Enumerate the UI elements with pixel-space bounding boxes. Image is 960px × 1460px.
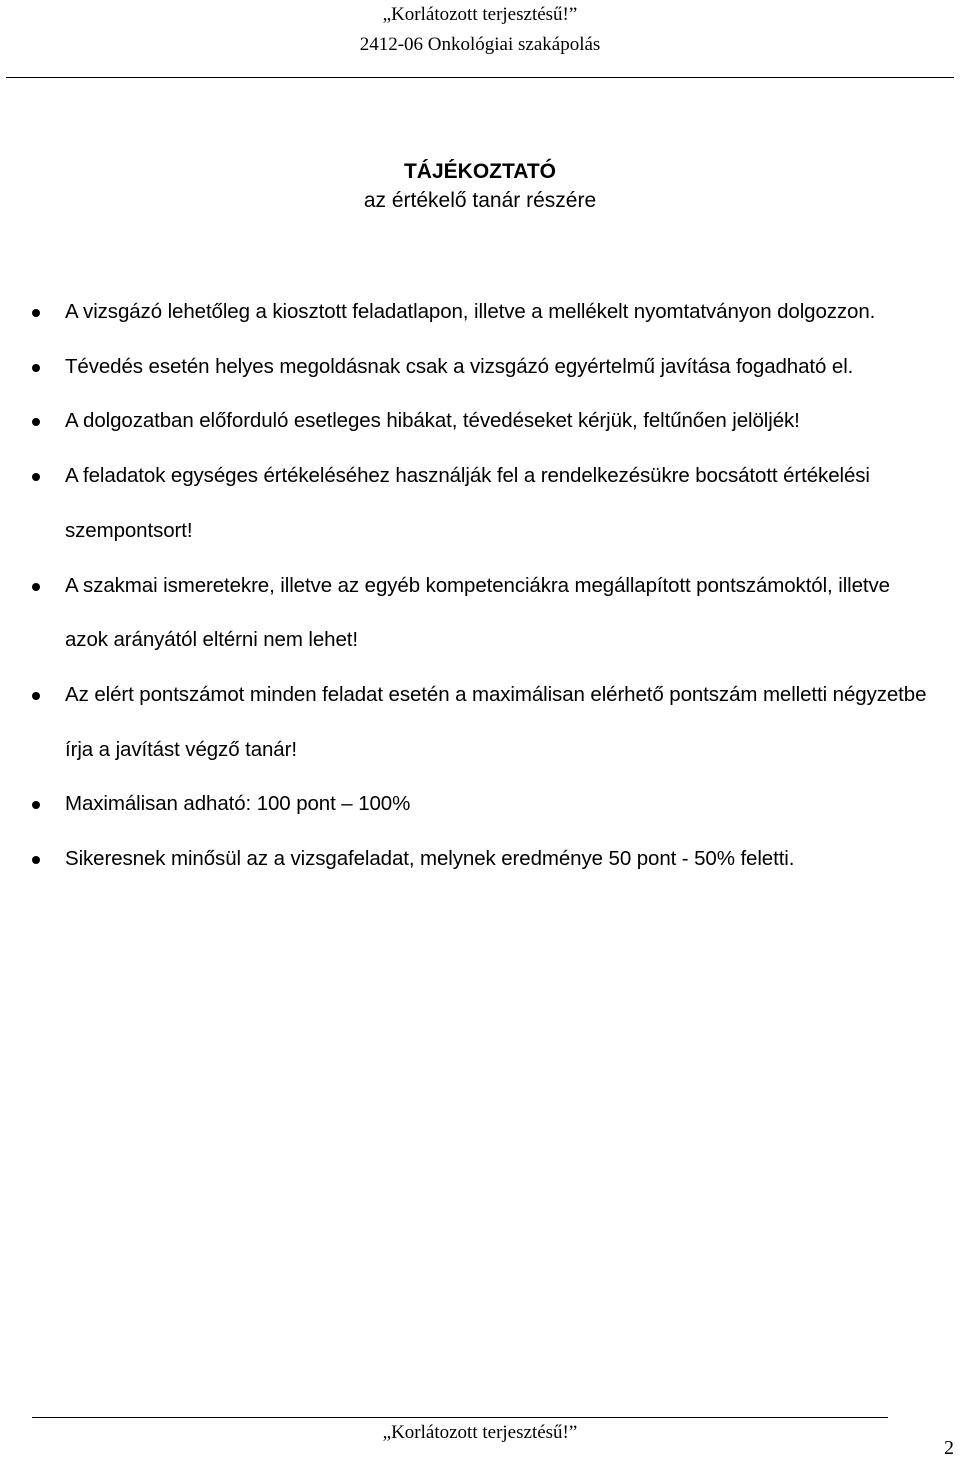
- list-item: [0, 668, 960, 777]
- bullet-icon: [32, 692, 40, 700]
- instruction-list: [0, 285, 960, 887]
- bullet-icon: [32, 309, 40, 317]
- page-header: [0, 0, 960, 80]
- page-footer: [0, 1400, 960, 1460]
- list-item: [0, 832, 960, 887]
- page-subtitle: az értékelő tanár részére: [363, 189, 597, 212]
- list-item: [0, 285, 960, 340]
- list-item-text: Sikeresnek minősül az a vizsgafeladat, melynek eredménye 50 pont - 50% feletti.: [65, 847, 795, 871]
- bullet-icon: [32, 801, 40, 809]
- bullet-icon: [32, 364, 40, 372]
- bullet-icon: [32, 473, 40, 481]
- list-item: [0, 449, 960, 558]
- header-restriction-notice: „Korlátozott terjesztésű!”: [382, 4, 578, 25]
- page-title: TÁJÉKOZTATÓ: [403, 160, 557, 183]
- list-item: [0, 559, 960, 668]
- list-item-text: A feladatok egységes értékeléséhez használják fel a rendelkezésükre bocsátott értékelési szempontsort!: [65, 464, 870, 542]
- list-item: [0, 777, 960, 832]
- bullet-icon: [32, 583, 40, 591]
- list-item-text: A vizsgázó lehetőleg a kiosztott feladatlapon, illetve a mellékelt nyomtatványon dolgozzon.: [65, 300, 876, 323]
- list-item-text: Tévedés esetén helyes megoldásnak csak a vizsgázó egyértelmű javítása fogadható el.: [65, 354, 854, 378]
- page-number: 2: [944, 1437, 954, 1459]
- list-item: [0, 340, 960, 395]
- list-item-text: A szakmai ismeretekre, illetve az egyéb kompetenciákra megállapított pontszámoktól, illetve azok arányától eltérni nem lehet!: [65, 573, 890, 652]
- bullet-icon: [32, 856, 40, 864]
- list-item: [0, 394, 960, 449]
- footer-restriction-notice: „Korlátozott terjesztésű!”: [382, 1422, 578, 1443]
- list-item-text: Az elért pontszámot minden feladat esetén a maximálisan elérhető pontszám melletti négyzetbe írja a javítást végző tanár!: [65, 682, 927, 761]
- header-module-title: 2412-06 Onkológiai szakápolás: [359, 34, 601, 55]
- bullet-icon: [32, 418, 40, 426]
- title-block: [0, 158, 960, 215]
- list-item-text: Maximálisan adható: 100 pont – 100%: [65, 792, 411, 816]
- list-item-text: A dolgozatban előforduló esetleges hibákat, tévedéseket kérjük, feltűnően jelöljék!: [65, 409, 800, 433]
- footer-divider: [32, 1417, 888, 1418]
- header-divider: [6, 77, 954, 78]
